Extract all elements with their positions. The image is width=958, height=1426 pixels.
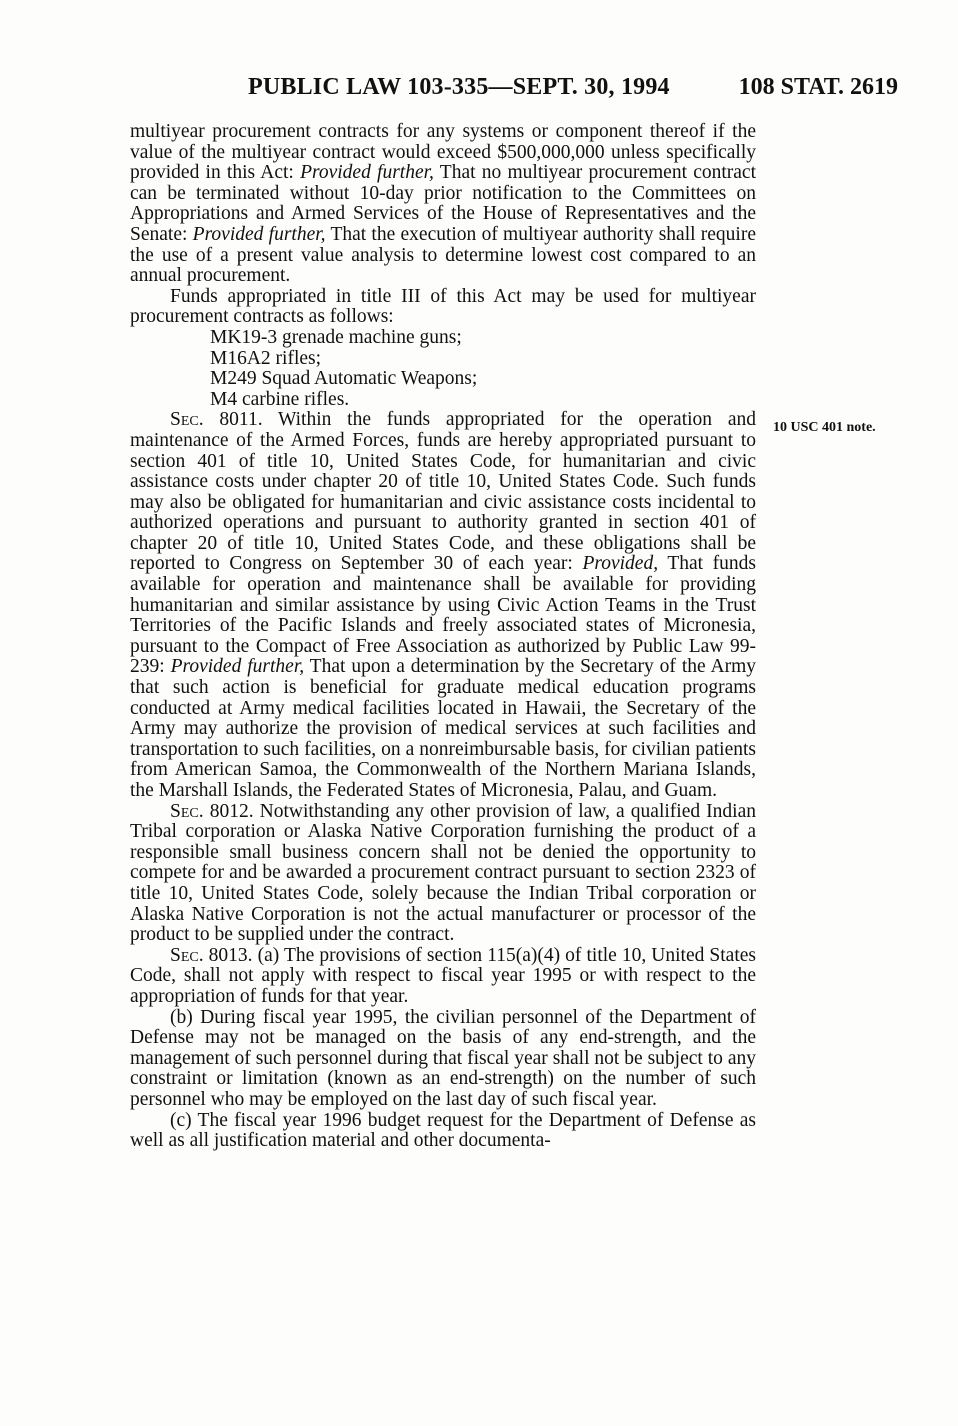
section-label: Sec. bbox=[170, 944, 204, 966]
running-head: PUBLIC LAW 103-335—SEPT. 30, 1994 bbox=[248, 74, 670, 100]
italic-proviso: Provided further, bbox=[192, 223, 326, 245]
weapons-list bbox=[130, 328, 756, 410]
text-run: 8012. Notwithstanding any other provision of law, a qualified Indian Tribal corporation or Alaska Native Corporation furnishing the product of a responsible small business concern shall not be denied the opportunity to compete for and be awarded a procurement contract pursuant to section 2323 of title 10, United States Code, solely because the Indian Tribal corporation or Alaska Native Corporation is not the actual manufacturer or processor of the product to be supplied under the contract. bbox=[130, 800, 756, 946]
text-run: That no multiyear procurement contract can be terminated without 10-day prior notification to the Committees on Appropriations and Armed Services of the House of Representatives and the Senate: bbox=[130, 162, 757, 245]
section-label: Sec. bbox=[170, 800, 204, 822]
text-run: That the execution of multiyear authority shall require the use of a present value analysis to determine lowest cost compared to an annual procurement. bbox=[130, 223, 756, 287]
page-header bbox=[130, 74, 898, 104]
italic-proviso: Provided further, bbox=[300, 162, 434, 184]
text-run: 8011. Within the funds appropriated for the operation and maintenance of the Armed Forces, funds are hereby appropriated pursuant to section 401 of title 10, United States Code, for humanitarian and civic assistance costs under chapter 20 of title 10, United States Code. Such funds may also be obligated for humanitarian and civic assistance costs incidental to authorized operations and pursuant to authority granted in section 401 of chapter 20 of title 10, United States Code, and these obligations shall be reported to Congress on September 30 of each year: bbox=[130, 409, 756, 575]
section-label: Sec. bbox=[170, 409, 204, 431]
paragraph-continuation bbox=[130, 122, 756, 287]
list-item: MK19-3 grenade machine guns; bbox=[210, 326, 462, 348]
section-8011 bbox=[130, 410, 756, 801]
italic-proviso: Provided further, bbox=[170, 656, 305, 678]
paragraph-multiyear-funds: Funds appropriated in title III of this Act may be used for multiyear procurement contracts as follows: bbox=[130, 285, 756, 328]
italic-proviso: Provided, bbox=[582, 553, 659, 575]
list-item: M16A2 rifles; bbox=[210, 347, 322, 369]
list-item: M4 carbine rifles. bbox=[210, 388, 350, 410]
text-run: That upon a determination by the Secretary of the Army that such action is beneficial for graduate medical education programs conducted at Army medical facilities located in Hawaii, the Secretary of the Army may authorize the provision of medical services at such facilities and transportation to such facilities, on a nonreimbursable basis, for civilian patients from American Samoa, the Commonwealth of the Northern Mariana Islands, the Marshall Islands, the Federated States of Micronesia, Palau, and Guam. bbox=[130, 656, 756, 801]
section-8012 bbox=[130, 802, 756, 946]
text-run: multiyear procurement contracts for any systems or component thereof if the value of the multiyear contract would exceed $500,000,000 unless specifically provided in this Act: bbox=[130, 121, 756, 184]
section-8013 bbox=[130, 946, 756, 1008]
text-run: That funds available for operation and maintenance shall be available for providing humanitarian and similar assistance by using Civic Action Teams in the Trust Territories of the Pacific Islands and freely associated states of Micronesia, pursuant to the Compact of Free Association as authorized by Public Law 99-239: bbox=[130, 553, 756, 678]
list-item: M249 Squad Automatic Weapons; bbox=[210, 368, 478, 390]
statute-page-number: 108 STAT. 2619 bbox=[738, 74, 898, 100]
subsection-b: (b) During fiscal year 1995, the civilian personnel of the Department of Defense may not be managed on the basis of any end-strength, and the management of such personnel during that fiscal year shall not be subject to any constraint or limitation (known as an end-strength) on the number of such personnel who may be employed on the last day of such fiscal year. bbox=[130, 1006, 756, 1110]
margin-note: 10 USC 401 note. bbox=[773, 420, 876, 435]
body-text bbox=[130, 122, 756, 1152]
text-run: 8013. (a) The provisions of section 115(a)(4) of title 10, United States Code, shall not apply with respect to fiscal year 1995 or with respect to the appropriation of funds for that year. bbox=[130, 944, 756, 1007]
subsection-c: (c) The fiscal year 1996 budget request for the Department of Defense as well as all justification material and other documenta- bbox=[130, 1109, 756, 1152]
